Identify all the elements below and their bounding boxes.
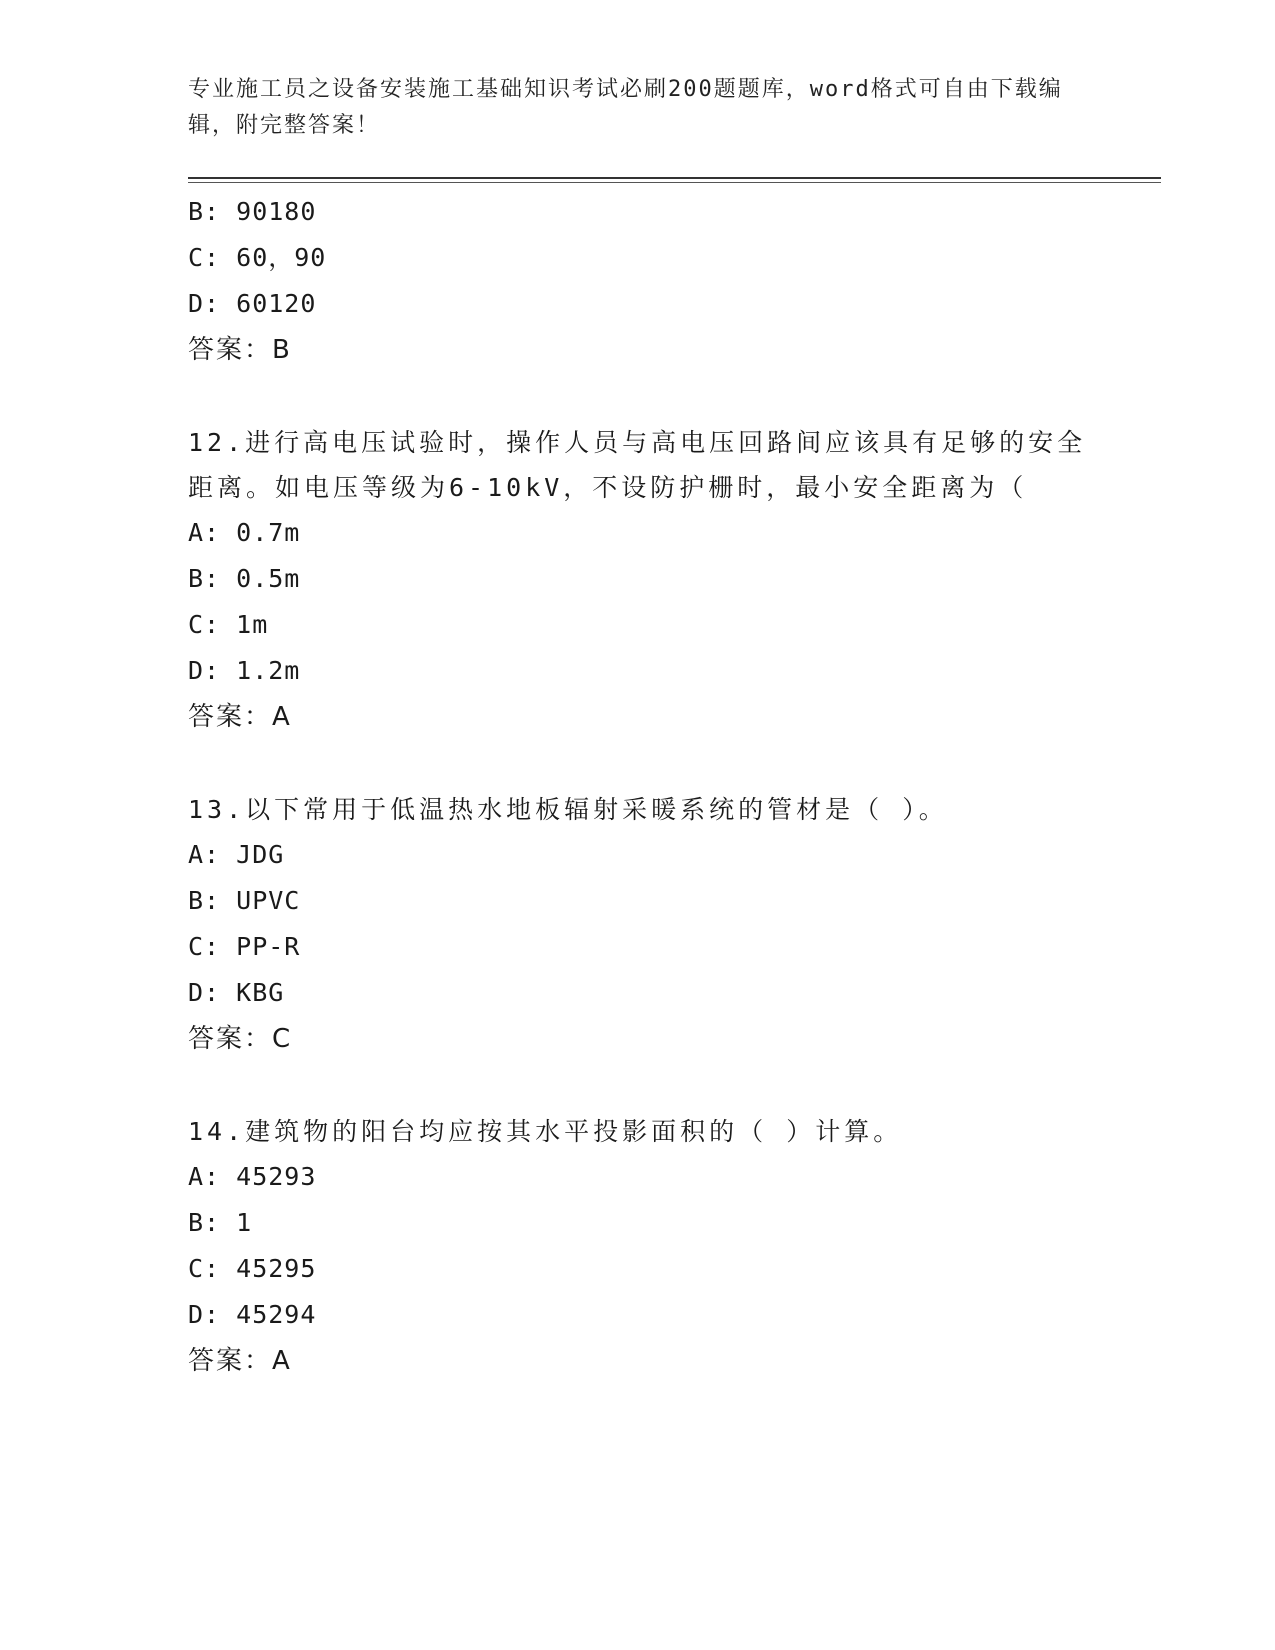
question-spacer — [188, 373, 1088, 420]
option-b: B: UPVC — [188, 886, 301, 915]
document-header: 专业施工员之设备安装施工基础知识考试必刷200题题库，word格式可自由下载编辑，附完整答案！ — [188, 77, 1063, 138]
option-b: B: 0.5m — [188, 564, 301, 593]
answer-line: 答案：A — [188, 702, 292, 732]
answer-line: 答案：A — [188, 1346, 292, 1376]
option-b: B: 1 — [188, 1208, 253, 1237]
question-stem: 14.建筑物的阳台均应按其水平投影面积的（ ）计算。 — [188, 1117, 903, 1146]
option-a: A: 0.7m — [188, 518, 301, 547]
question-spacer — [188, 740, 1088, 787]
question-stem: 12.进行高电压试验时，操作人员与高电压回路间应该具有足够的安全距离。如电压等级为6-10kV，不设防护栅时，最小安全距离为（ — [188, 428, 1087, 502]
option-c: C: PP-R — [188, 932, 301, 961]
option-d: D: KBG — [188, 978, 285, 1007]
question-block-14 — [188, 1109, 1088, 1384]
option-a: A: 45293 — [188, 1162, 317, 1191]
question-stem: 13.以下常用于低温热水地板辐射采暖系统的管材是（ ）。 — [188, 795, 948, 824]
option-c: C: 60，90 — [188, 243, 327, 272]
header-divider-thin — [188, 182, 1161, 183]
option-c: C: 45295 — [188, 1254, 317, 1283]
question-block-13 — [188, 787, 1088, 1062]
option-d: D: 1.2m — [188, 656, 301, 685]
option-b: B: 90180 — [188, 197, 317, 226]
option-c: C: 1m — [188, 610, 269, 639]
question-list — [188, 189, 1088, 1384]
question-block-12 — [188, 420, 1088, 740]
option-d: D: 60120 — [188, 289, 317, 318]
question-spacer — [188, 1062, 1088, 1109]
header-divider-thick — [188, 177, 1161, 179]
answer-line: 答案：C — [188, 1024, 293, 1054]
answer-line: 答案：B — [188, 335, 292, 365]
question-block-11 — [188, 189, 1088, 373]
option-a: A: JDG — [188, 840, 285, 869]
option-d: D: 45294 — [188, 1300, 317, 1329]
